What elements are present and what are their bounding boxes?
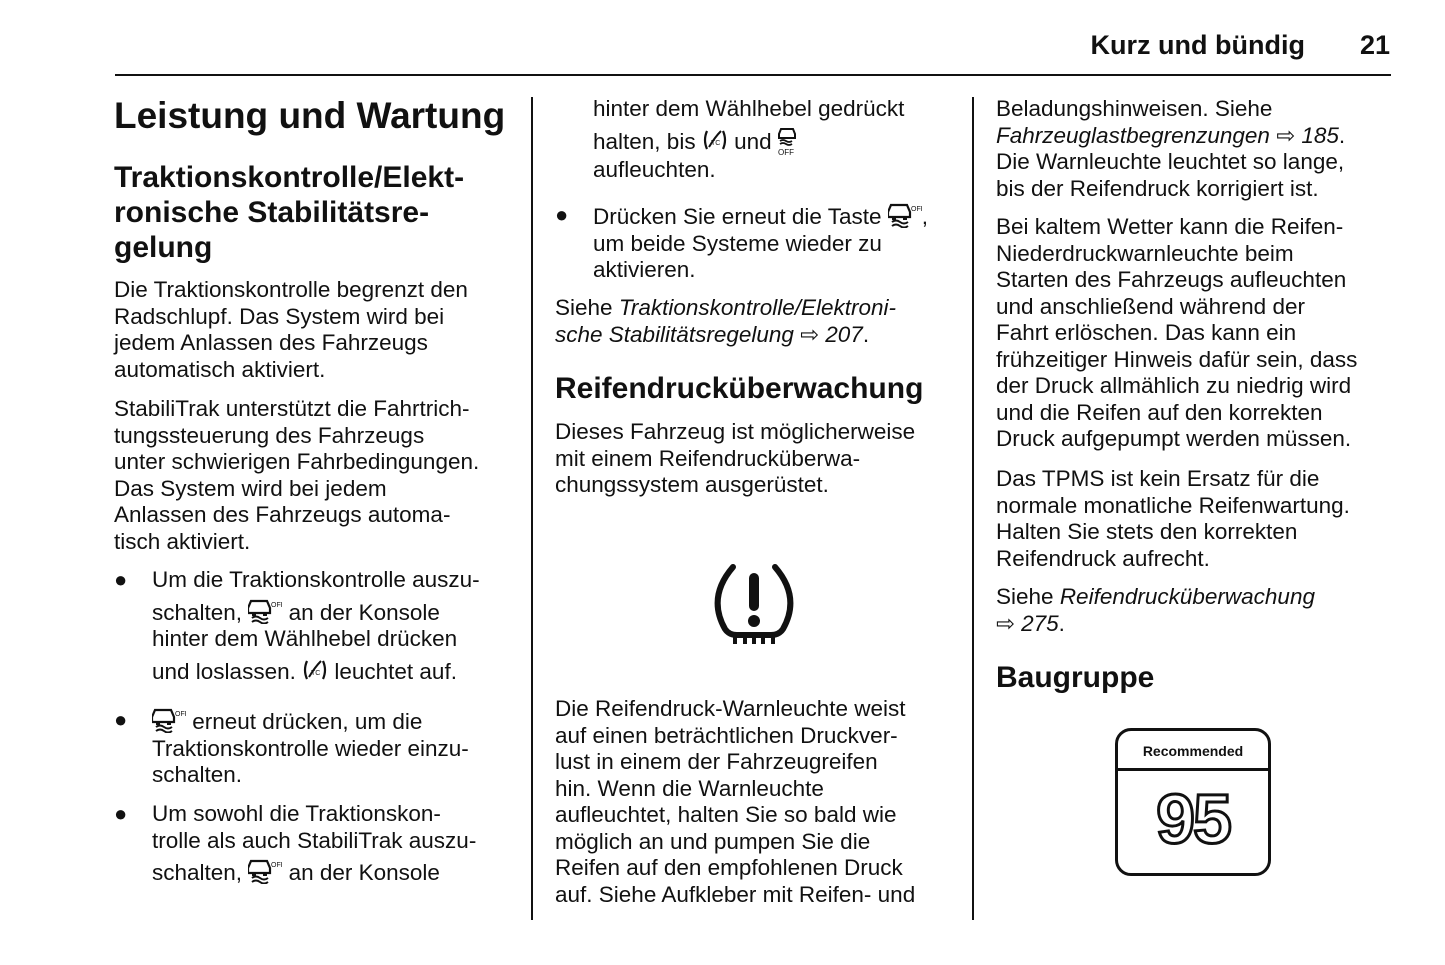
text-line: schalten. <box>152 762 243 787</box>
subsection-title-line: gelung <box>114 231 213 264</box>
esc-off-icon <box>888 202 922 228</box>
page-arrow-icon: ⇨ <box>996 610 1015 636</box>
list-item-disable-traction <box>152 567 480 685</box>
text-line: Bei kaltem Wetter kann die Reifen- <box>996 214 1344 239</box>
text-line: bis der Reifendruck korrigiert ist. <box>996 175 1319 201</box>
text-fragment: halten, bis <box>593 128 702 154</box>
subsection-title-line: Traktionskontrolle/Elekt- <box>114 161 465 194</box>
paragraph-tpms-intro <box>555 419 915 499</box>
text-line: Starten des Fahrzeugs aufleuchten <box>996 267 1347 292</box>
header-rule <box>115 74 1391 76</box>
text-line <box>996 584 1315 611</box>
list-item-reenable-traction <box>152 707 469 789</box>
text-line: tisch aktiviert. <box>114 528 251 554</box>
traction-control-icon <box>302 657 328 683</box>
text-line: Traktionskontrolle wieder einzu- <box>152 735 469 761</box>
text-line <box>555 295 896 322</box>
bullet-dot: ● <box>114 707 128 732</box>
text-line: aufleuchtet, halten Sie so bald wie <box>555 802 897 827</box>
text-line <box>152 707 469 736</box>
text-line: frühzeitiger Hinweis dafür sein, dass <box>996 346 1358 372</box>
text-fragment: , <box>921 204 929 229</box>
text-line: Halten Sie stets den korrekten <box>996 519 1298 544</box>
fuel-octane-number: 95 <box>1156 780 1230 858</box>
esc-off-icon <box>248 598 282 624</box>
text-line: der Druck allmählich zu niedrig wird <box>996 373 1352 398</box>
text-line <box>555 322 896 349</box>
text-line: hinter dem Wählhebel gedrückt <box>593 96 905 121</box>
text-line: hin. Wenn die Warnleuchte <box>555 775 824 801</box>
text-line: Das System wird bei jedem <box>114 475 387 501</box>
reference-link[interactable]: Traktionskontrolle/Elektroni- <box>618 295 896 320</box>
text-line: hinter dem Wählhebel drücken <box>152 626 458 651</box>
reference-link[interactable]: Fahrzeuglastbegrenzungen <box>996 122 1270 148</box>
text-fragment: erneut drücken, um die <box>186 709 423 734</box>
text-fragment: und <box>727 128 778 154</box>
reference-page[interactable]: 275 <box>1014 610 1059 636</box>
text-line: Die Warnleuchte leuchtet so lange, <box>996 149 1345 174</box>
text-line: Dieses Fahrzeug ist möglicherweise <box>555 419 916 444</box>
text-line <box>996 123 1345 150</box>
text-line: Radschlupf. Das System wird bei <box>114 303 445 329</box>
text-line: jedem Anlassen des Fahrzeugs <box>114 330 428 355</box>
page-number: 21 <box>1359 30 1390 60</box>
text-fragment: an der Konsole <box>282 599 440 625</box>
text-fragment: Drücken Sie erneut die Taste <box>593 204 888 229</box>
text-fragment: schalten, <box>152 860 249 885</box>
text-line <box>152 598 480 627</box>
text-line: und anschließend während der <box>996 293 1305 319</box>
text-line: auf. Siehe Aufkleber mit Reifen- und <box>555 881 916 907</box>
cross-reference-traction <box>555 295 896 348</box>
bullet-dot: ● <box>114 801 128 826</box>
text-line: chungssystem ausgerüstet. <box>555 472 829 497</box>
column-divider <box>972 97 974 920</box>
section-heading-baugruppe: Baugruppe <box>996 661 1155 694</box>
text-fragment: leuchtet auf. <box>328 658 457 684</box>
text-line <box>152 657 480 686</box>
esc-off-icon <box>152 707 186 733</box>
esc-off-indicator-icon <box>778 127 798 157</box>
reference-link[interactable]: sche Stabilitätsregelung <box>555 321 794 347</box>
bullet-dot: ● <box>114 567 128 592</box>
section-heading-tpms: Reifendrucküberwachung <box>555 372 924 405</box>
list-item-disable-both-continued <box>593 96 904 183</box>
text-line: Um sowohl die Traktionskon- <box>152 801 441 826</box>
text-line: möglich an und pumpen Sie die <box>555 828 871 854</box>
text-fragment: schalten, <box>152 599 249 625</box>
text-fragment: Siehe <box>555 295 619 320</box>
text-fragment: . <box>1338 122 1346 148</box>
text-line <box>593 127 904 157</box>
text-fragment: an der Konsole <box>282 860 440 885</box>
text-line: Niederdruckwarnleuchte beim <box>996 240 1294 266</box>
text-line: Reifen auf den empfohlenen Druck <box>555 855 903 880</box>
paragraph-tpms-not-replacement <box>996 466 1350 572</box>
running-header-title: Kurz und bündig <box>1090 30 1305 60</box>
text-line: um beide Systeme wieder zu <box>593 230 882 256</box>
text-line: unter schwierigen Fahrbedingungen. <box>114 449 480 474</box>
reference-page[interactable]: 207 <box>819 321 863 347</box>
text-line: und die Reifen auf den korrekten <box>996 399 1323 425</box>
list-item-disable-both <box>152 801 476 887</box>
text-line: Um die Traktionskontrolle auszu- <box>152 567 480 592</box>
paragraph-tpms-continued <box>996 96 1345 202</box>
paragraph-traction-intro <box>114 277 468 383</box>
esc-off-icon <box>248 858 282 884</box>
text-line <box>593 202 928 231</box>
text-line: Die Traktionskontrolle begrenzt den <box>114 277 468 302</box>
text-fragment: . <box>1058 610 1065 636</box>
text-line <box>996 611 1315 638</box>
text-line: aktivieren. <box>593 257 696 282</box>
reference-page[interactable]: 185 <box>1295 122 1339 148</box>
reference-link[interactable]: Reifendrucküberwachung <box>1059 584 1315 609</box>
bullet-dot: ● <box>555 202 569 227</box>
paragraph-cold-weather <box>996 214 1357 453</box>
text-line: aufleuchten. <box>593 156 716 182</box>
text-fragment: und loslassen. <box>152 658 303 684</box>
text-line: Das TPMS ist kein Ersatz für die <box>996 466 1320 491</box>
page-arrow-icon: ⇨ <box>800 321 820 347</box>
text-line: auf einen beträchtlichen Druckver- <box>555 722 898 748</box>
text-line: Reifendruck aufrecht. <box>996 545 1210 571</box>
text-line: lust in einem der Fahrzeugreifen <box>555 749 878 774</box>
text-fragment: Siehe <box>996 584 1060 609</box>
text-line <box>152 858 476 887</box>
text-line: tungssteuerung des Fahrzeugs <box>114 422 425 448</box>
text-line: StabiliTrak unterstützt die Fahrtrich- <box>114 396 470 421</box>
text-line: Fahrt erlöschen. Das kann ein <box>996 320 1297 345</box>
paragraph-tpms-warning <box>555 696 915 908</box>
text-line: trolle als auch StabiliTrak auszu- <box>152 827 477 853</box>
text-line: Anlassen des Fahrzeugs automa- <box>114 502 451 527</box>
traction-control-icon <box>702 127 728 153</box>
text-fragment: . <box>862 321 870 347</box>
fuel-octane-label <box>1115 728 1271 876</box>
text-line: normale monatliche Reifenwartung. <box>996 492 1350 518</box>
fuel-label-caption: Recommended <box>1118 731 1268 771</box>
section-title: Leistung und Wartung <box>114 95 506 136</box>
text-line: Die Reifendruck-Warnleuchte weist <box>555 696 906 721</box>
text-line: Druck aufgepumpt werden müssen. <box>996 426 1352 451</box>
page-arrow-icon: ⇨ <box>1276 122 1296 148</box>
subsection-title-line: ronische Stabilitätsre- <box>114 196 430 229</box>
cross-reference-tpms <box>996 584 1315 637</box>
paragraph-stabilitrak <box>114 396 479 555</box>
text-line: Beladungshinweisen. Siehe <box>996 96 1273 121</box>
text-line: mit einem Reifendrucküberwa- <box>555 445 861 471</box>
tpms-warning-icon <box>711 563 797 649</box>
text-line: automatisch aktiviert. <box>114 356 326 382</box>
list-item-reactivate <box>593 202 928 284</box>
column-divider <box>531 97 533 920</box>
